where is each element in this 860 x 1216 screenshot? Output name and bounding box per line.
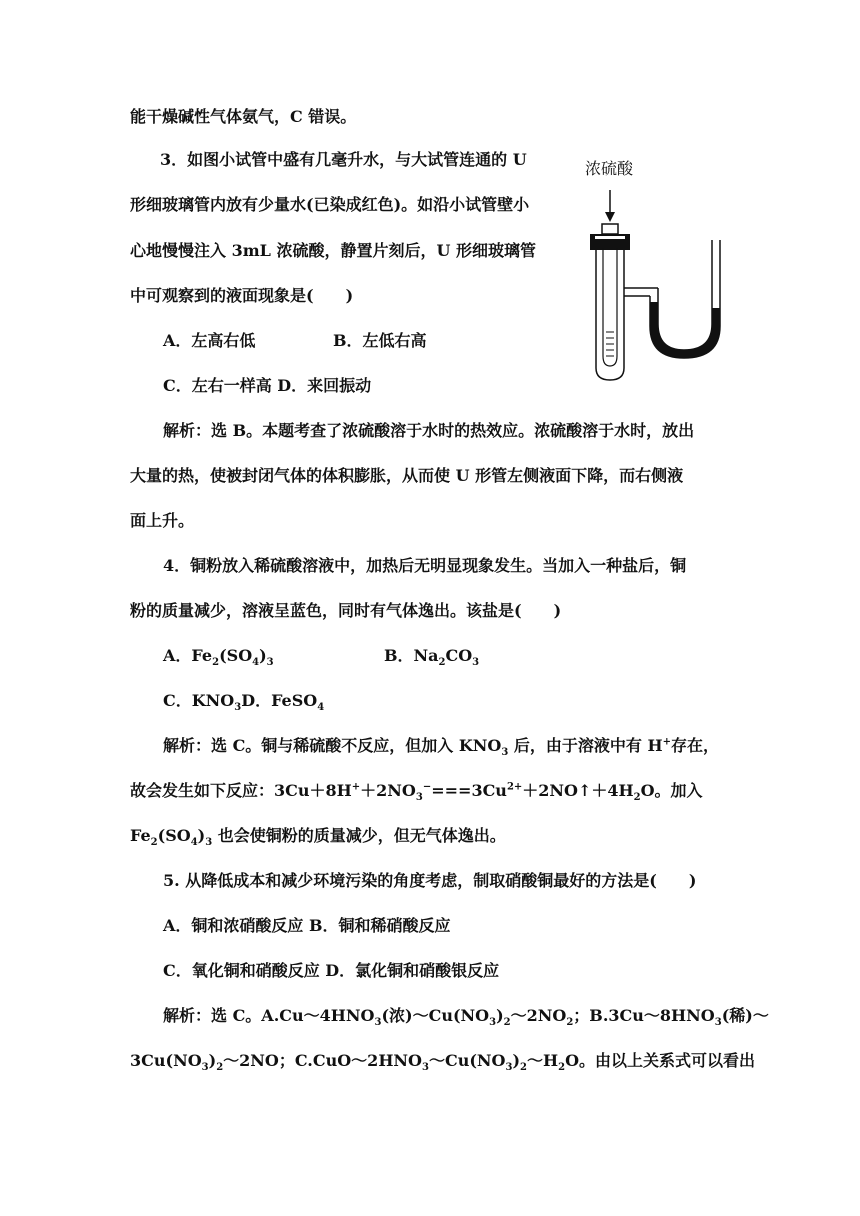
question-4-option-b: B．$Na_2CO_3$: [384, 646, 480, 669]
question-3-option-a: A．左高右低: [163, 331, 256, 350]
analysis-5-line-1: 解析：选 C。$A.Cu\sim 4HNO_3$(浓)$\sim Cu(NO_3)_2\sim 2NO_2$；$B.3Cu\sim 8HNO_3$(稀)～: [163, 1006, 769, 1029]
analysis-5-line-2: $3Cu(NO_3)_2\sim 2NO$；$C.CuO\sim 2HNO_3\sim Cu(NO_3)_2\sim H_2O$。由以上关系式可以看出: [130, 1051, 756, 1074]
analysis-4-line-1: 解析：选 C。铜与稀硫酸不反应，但加入 $KNO_3$ 后，由于溶液中有 H+存在，: [163, 736, 719, 759]
question-3-option-b: B．左低右高: [333, 331, 427, 350]
question-4-line-2: 粉的质量减少，溶液呈蓝色，同时有气体逸出。该盐是( ): [130, 601, 562, 620]
analysis-4-line-3: $Fe_2(SO_4)_3$ 也会使铜粉的质量减少，但无气体逸出。: [130, 826, 506, 849]
question-4-option-a: A．$Fe_2(SO_4)_3$: [163, 646, 274, 669]
u-tube-apparatus-figure: [560, 148, 760, 398]
large-test-tube: [596, 250, 624, 380]
question-5-options-cd: C．氧化铜和硝酸反应 D．氯化铜和硝酸银反应: [163, 961, 500, 980]
question-3-line-1: 3．如图小试管中盛有几毫升水，与大试管连通的 U: [160, 150, 527, 169]
question-3-line-4: 中可观察到的液面现象是( ): [130, 286, 354, 305]
analysis-4-line-2: 故会发生如下反应：$3Cu+8H^++2NO_3^-===3Cu^{2+}+2NO↑+4H_2O$。加入: [130, 781, 703, 804]
u-tube-liquid: [654, 302, 716, 354]
small-test-tube: [603, 248, 617, 366]
dropper-top: [602, 224, 618, 234]
question-3-options-cd: C．左右一样高 D．来回振动: [163, 376, 372, 395]
question-3-line-3: 心地慢慢注入 3mL 浓硫酸，静置片刻后，U 形细玻璃管: [130, 241, 536, 260]
analysis-3-line-2: 大量的热，使被封闭气体的体积膨胀，从而使 U 形管左侧液面下降，而右侧液: [130, 466, 684, 485]
analysis-3-line-3: 面上升。: [130, 511, 195, 530]
question-5-line-1: 5. 从降低成本和减少环境污染的角度考虑，制取硝酸铜最好的方法是( ): [163, 871, 697, 890]
question-3-line-2: 形细玻璃管内放有少量水(已染成红色)。如沿小试管壁小: [130, 195, 530, 214]
analysis-3-line-1: 解析：选 B。本题考查了浓硫酸溶于水时的热效应。浓硫酸溶于水时，放出: [163, 421, 695, 440]
water-in-small-tube: [606, 332, 614, 356]
question-5-options-ab: A．铜和浓硝酸反应 B．铜和稀硝酸反应: [163, 916, 451, 935]
text-line-1: 能干燥碱性气体氨气，C 错误。: [130, 107, 357, 126]
arrow-head: [605, 212, 615, 222]
figure-label: 浓硫酸: [585, 159, 634, 178]
question-4-line-1: 4．铜粉放入稀硫酸溶液中，加热后无明显现象发生。当加入一种盐后，铜: [163, 556, 687, 575]
question-4-options-cd: C．$KNO_3D$．FeSO$_4$: [163, 691, 325, 714]
